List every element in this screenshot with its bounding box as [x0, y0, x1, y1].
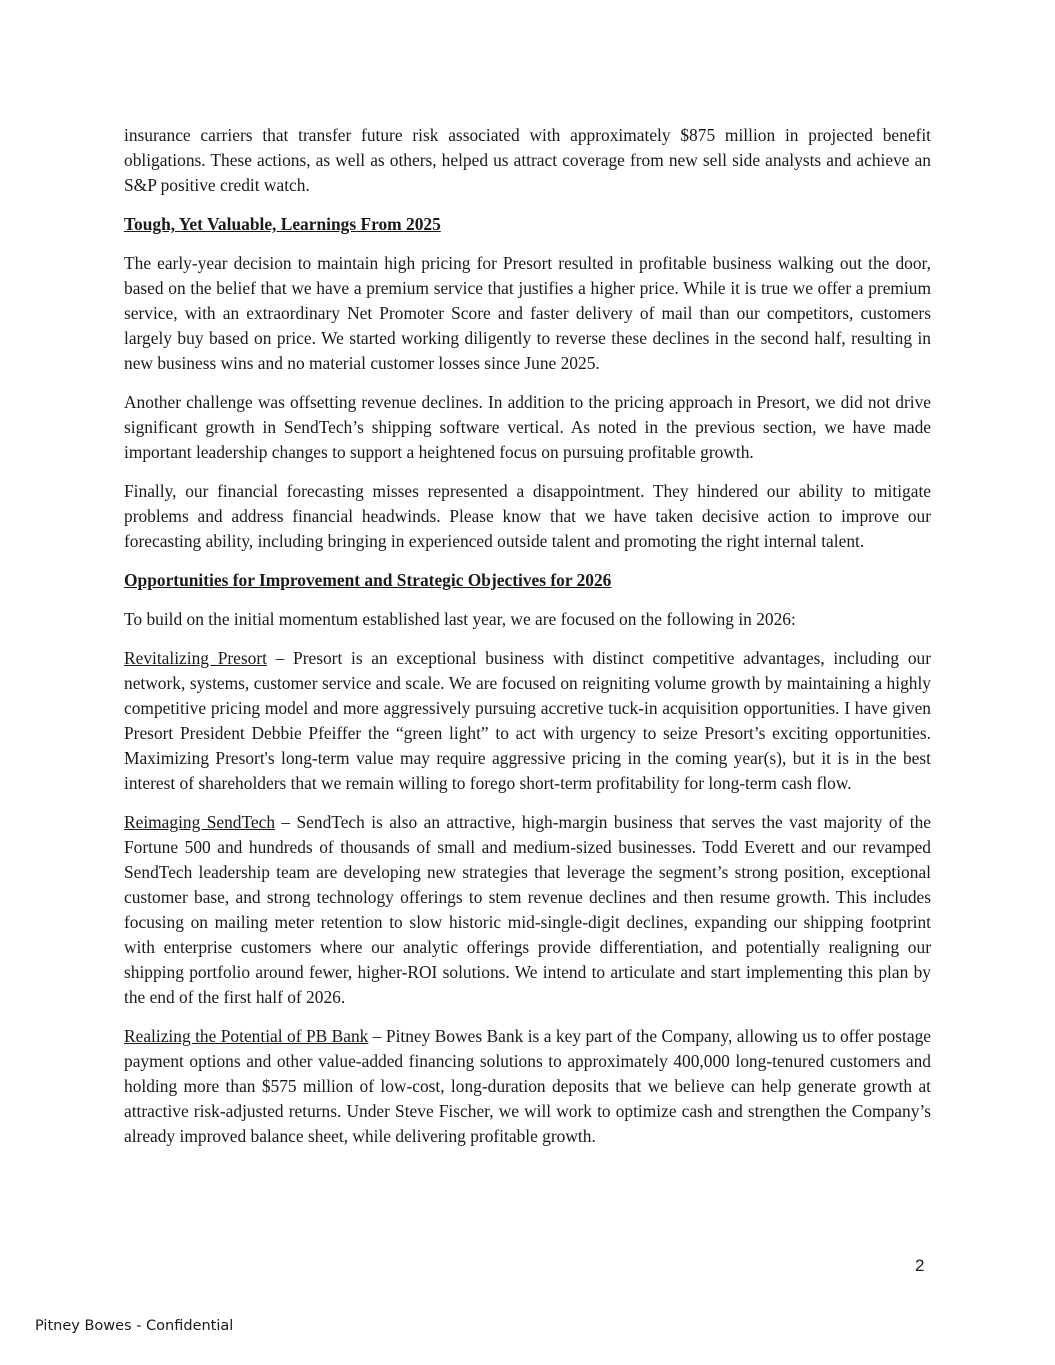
objective-presort-title: Revitalizing Presort — [124, 648, 267, 668]
heading-learnings: Tough, Yet Valuable, Learnings From 2025 — [124, 214, 441, 234]
objective-presort — [124, 646, 931, 796]
objective-pb-bank-title: Realizing the Potential of PB Bank — [124, 1026, 369, 1046]
objective-pb-bank-text: – Pitney Bowes Bank is a key part of the Company, allowing us to offer postage payment options and other value-added financing solutions to approximately 400,000 long-tenured customers and holding more than $575 million of low-cost, long-duration deposits that we believe can help generate growth at attractive risk-adjusted returns. Under Steve Fischer, we will work to optimize cash and strengthen the Company’s already improved balance sheet, while delivering profitable growth. — [124, 1026, 931, 1146]
objective-pb-bank — [124, 1024, 931, 1149]
paragraph-pricing: The early-year decision to maintain high pricing for Presort resulted in profitable business walking out the door, based on the belief that we have a premium service that justifies a higher price. While it is true we offer a premium service, with an extraordinary Net Promoter Score and faster delivery of mail than our competitors, customers largely buy based on price. We started working diligently to reverse these declines in the second half, resulting in new business wins and no material customer losses since June 2025. — [124, 253, 931, 373]
confidential-footer: Pitney Bowes - Confidential — [35, 1318, 234, 1334]
paragraph-revenue: Another challenge was offsetting revenue declines. In addition to the pricing approach in Presort, we did not drive significant growth in SendTech’s shipping software vertical. As noted in the previous section, we have made important leadership changes to support a heightened focus on pursuing profitable growth. — [124, 392, 931, 462]
objective-sendtech-text: – SendTech is also an attractive, high-margin business that serves the vast majority of the Fortune 500 and hundreds of thousands of small and medium-sized businesses. Todd Everett and our revamped SendTech leadership team are developing new strategies that leverage the segment’s strong position, exceptional customer base, and strong technology offerings to stem revenue declines and then resume growth. This includes focusing on mailing meter retention to slow historic mid-single-digit declines, expanding our shipping footprint with enterprise customers where our analytic offerings provide differentiation, and potentially realigning our shipping portfolio around fewer, higher-ROI solutions. We intend to articulate and start implementing this plan by the end of the first half of 2026. — [124, 812, 932, 1007]
letter-body — [124, 123, 931, 1163]
heading-opportunities: Opportunities for Improvement and Strategic Objectives for 2026 — [124, 570, 612, 590]
page-number: 2 — [915, 1256, 925, 1275]
paragraph-intro: insurance carriers that transfer future risk associated with approximately $875 million in projected benefit obligations. These actions, as well as others, helped us attract coverage from new sell side analysts and achieve an S&P positive credit watch. — [124, 125, 931, 195]
objective-presort-text: – Presort is an exceptional business with distinct competitive advantages, including our network, systems, customer service and scale. We are focused on reigniting volume growth by maintaining a highly competitive pricing model and more aggressively pursuing accretive tuck-in acquisition opportunities. I have given Presort President Debbie Pfeiffer the “green light” to act with urgency to seize Presort’s exciting opportunities. Maximizing Presort's long-term value may require aggressive pricing in the coming year(s), but it is in the best interest of shareholders that we remain willing to forego short-term profitability for long-term cash flow. — [124, 648, 931, 793]
paragraph-forecasting: Finally, our financial forecasting misses represented a disappointment. They hindered our ability to mitigate problems and address financial headwinds. Please know that we have taken decisive action to improve our forecasting ability, including bringing in experienced outside talent and promoting the right internal talent. — [124, 481, 931, 551]
paragraph-momentum: To build on the initial momentum established last year, we are focused on the following in 2026: — [124, 609, 796, 629]
objective-sendtech-title: Reimaging SendTech — [124, 812, 276, 832]
objective-sendtech — [124, 810, 931, 1010]
